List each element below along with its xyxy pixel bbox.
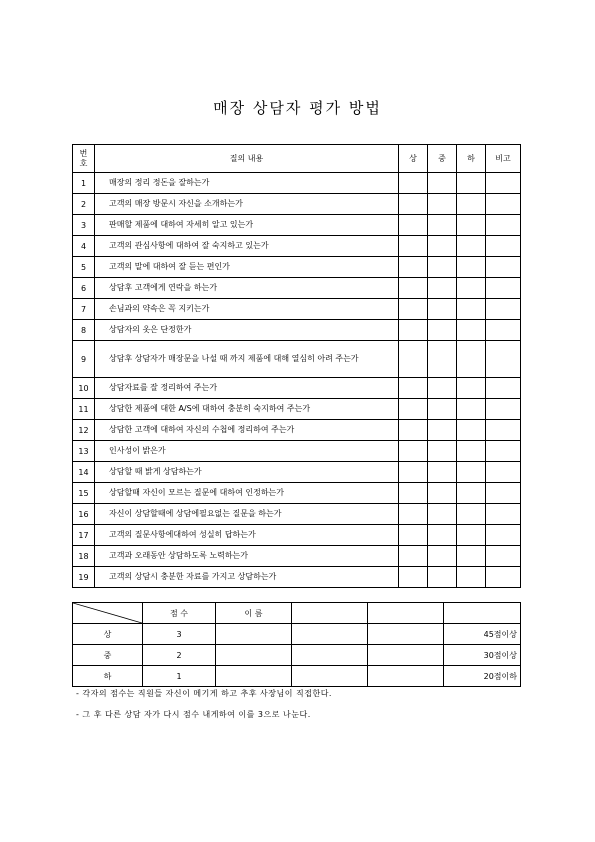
note-cell[interactable]: [486, 194, 521, 215]
note-cell[interactable]: [486, 236, 521, 257]
rating-low-cell[interactable]: [457, 278, 486, 299]
row-number: 9: [73, 341, 95, 378]
header-low: 하: [457, 145, 486, 173]
note-cell[interactable]: [486, 257, 521, 278]
question-text: 상담한 고객에 대하여 자신의 수첩에 정리하여 주는가: [95, 420, 399, 441]
empty-cell: [216, 645, 292, 666]
table-row: [73, 278, 521, 299]
question-text: 고객의 상담시 충분한 자료를 가지고 상담하는가: [95, 567, 399, 588]
rating-low-cell[interactable]: [457, 320, 486, 341]
rating-mid-cell[interactable]: [428, 278, 457, 299]
header-number: [73, 145, 95, 173]
table-row: [73, 483, 521, 504]
rating-mid-cell[interactable]: [428, 399, 457, 420]
question-text: 자신이 상담할때에 상담에필요없는 질문을 하는가: [95, 504, 399, 525]
table-row: [73, 441, 521, 462]
row-number: 12: [73, 420, 95, 441]
table-row: [73, 567, 521, 588]
question-text: 상담한 제품에 대한 A/S에 대하여 충분히 숙지하여 주는가: [95, 399, 399, 420]
empty-cell: [368, 624, 444, 645]
row-number: 10: [73, 378, 95, 399]
rating-high-cell[interactable]: [399, 215, 428, 236]
rating-high-cell[interactable]: [399, 441, 428, 462]
grade-score: 2: [143, 645, 216, 666]
question-text: 상담자료를 잘 정리하여 주는가: [95, 378, 399, 399]
note-cell[interactable]: [486, 378, 521, 399]
rating-mid-cell[interactable]: [428, 462, 457, 483]
header-high: 상: [399, 145, 428, 173]
rating-mid-cell[interactable]: [428, 546, 457, 567]
question-text: 상담후 고객에게 연락을 하는가: [95, 278, 399, 299]
grade-standard: 30점이상: [444, 645, 521, 666]
note-cell[interactable]: [486, 483, 521, 504]
header-mid: 중: [428, 145, 457, 173]
rating-mid-cell[interactable]: [428, 341, 457, 378]
table-row: [73, 236, 521, 257]
row-number: 4: [73, 236, 95, 257]
note-line: - 각자의 점수는 직원들 자신이 메기게 하고 추후 사장님이 직접한다.: [76, 689, 332, 698]
rating-mid-cell[interactable]: [428, 378, 457, 399]
rating-low-cell[interactable]: [457, 441, 486, 462]
table-row: [73, 378, 521, 399]
table-row: [73, 341, 521, 378]
empty-cell: [368, 603, 444, 624]
note-cell[interactable]: [486, 173, 521, 194]
diagonal-cell: [73, 603, 143, 624]
rating-high-cell[interactable]: [399, 546, 428, 567]
rating-high-cell[interactable]: [399, 525, 428, 546]
empty-cell: [292, 624, 368, 645]
question-text: 고객의 말에 대하여 잘 듣는 편인가: [95, 257, 399, 278]
rating-low-cell[interactable]: [457, 546, 486, 567]
rating-high-cell[interactable]: [399, 399, 428, 420]
score-header-row: [73, 603, 521, 624]
note-cell[interactable]: [486, 420, 521, 441]
rating-low-cell[interactable]: [457, 483, 486, 504]
table-row: [73, 420, 521, 441]
note-cell[interactable]: [486, 546, 521, 567]
row-number: 18: [73, 546, 95, 567]
header-note: 비고: [486, 145, 521, 173]
question-text: 고객과 오래동안 상담하도록 노력하는가: [95, 546, 399, 567]
rating-mid-cell[interactable]: [428, 320, 457, 341]
row-number: 11: [73, 399, 95, 420]
row-number: 6: [73, 278, 95, 299]
rating-high-cell[interactable]: [399, 341, 428, 378]
table-row: [73, 546, 521, 567]
row-number: 3: [73, 215, 95, 236]
table-row: [73, 173, 521, 194]
rating-low-cell[interactable]: [457, 399, 486, 420]
empty-cell: [292, 645, 368, 666]
page-title: 매장 상담자 평가 방법: [213, 99, 382, 117]
rating-low-cell[interactable]: [457, 236, 486, 257]
question-text: 고객의 질문사항에대하여 성실히 답하는가: [95, 525, 399, 546]
empty-cell: [368, 666, 444, 687]
rating-low-cell[interactable]: [457, 173, 486, 194]
grade-label: 중: [73, 645, 143, 666]
rating-low-cell[interactable]: [457, 194, 486, 215]
note-cell[interactable]: [486, 399, 521, 420]
note-cell[interactable]: [486, 299, 521, 320]
row-number: 15: [73, 483, 95, 504]
row-number: 13: [73, 441, 95, 462]
row-number: 5: [73, 257, 95, 278]
note-cell[interactable]: [486, 320, 521, 341]
rating-mid-cell[interactable]: [428, 504, 457, 525]
note-line: - 그 후 다른 상담 자가 다시 점수 내게하여 이를 3으로 나눈다.: [76, 710, 311, 719]
rating-mid-cell[interactable]: [428, 483, 457, 504]
empty-cell: [292, 666, 368, 687]
table-row: [73, 504, 521, 525]
note-cell[interactable]: [486, 278, 521, 299]
row-number: 16: [73, 504, 95, 525]
name-header-label: 이 름: [216, 603, 292, 624]
row-number: 14: [73, 462, 95, 483]
rating-low-cell[interactable]: [457, 462, 486, 483]
question-text: 판매할 제품에 대하여 자세히 알고 있는가: [95, 215, 399, 236]
note-cell[interactable]: [486, 215, 521, 236]
rating-mid-cell[interactable]: [428, 236, 457, 257]
rating-high-cell[interactable]: [399, 173, 428, 194]
rating-low-cell[interactable]: [457, 299, 486, 320]
table-row: [73, 257, 521, 278]
table-row: [73, 525, 521, 546]
table-row: [73, 399, 521, 420]
grade-score: 1: [143, 666, 216, 687]
table-row: [73, 194, 521, 215]
grade-label: 하: [73, 666, 143, 687]
rating-mid-cell[interactable]: [428, 215, 457, 236]
row-number: 7: [73, 299, 95, 320]
empty-cell: [444, 603, 521, 624]
table-row: [73, 299, 521, 320]
grade-score: 3: [143, 624, 216, 645]
rating-low-cell[interactable]: [457, 215, 486, 236]
note-cell[interactable]: [486, 462, 521, 483]
empty-cell: [292, 603, 368, 624]
note-cell[interactable]: [486, 504, 521, 525]
grade-label: 상: [73, 624, 143, 645]
score-table: [72, 602, 521, 687]
question-text: 상담후 상담자가 매장문을 나설 때 까지 제품에 대해 열심히 아려 주는가: [95, 341, 399, 378]
header-number-label: 번 호: [79, 148, 88, 168]
rating-high-cell[interactable]: [399, 320, 428, 341]
question-text: 상담할 때 밝게 상담하는가: [95, 462, 399, 483]
rating-mid-cell[interactable]: [428, 441, 457, 462]
rating-high-cell[interactable]: [399, 194, 428, 215]
row-number: 17: [73, 525, 95, 546]
row-number: 19: [73, 567, 95, 588]
question-text: 고객의 매장 방문시 자신을 소개하는가: [95, 194, 399, 215]
grade-standard: 20점이하: [444, 666, 521, 687]
rating-low-cell[interactable]: [457, 567, 486, 588]
table-row: [73, 320, 521, 341]
rating-high-cell[interactable]: [399, 299, 428, 320]
rating-high-cell[interactable]: [399, 483, 428, 504]
header-question: 질의 내용: [95, 145, 399, 173]
rating-high-cell[interactable]: [399, 504, 428, 525]
rating-low-cell[interactable]: [457, 420, 486, 441]
empty-cell: [216, 666, 292, 687]
rating-low-cell[interactable]: [457, 525, 486, 546]
rating-mid-cell[interactable]: [428, 257, 457, 278]
rating-high-cell[interactable]: [399, 420, 428, 441]
table-row: [73, 462, 521, 483]
question-text: 고객의 관심사항에 대하여 잘 숙지하고 있는가: [95, 236, 399, 257]
row-number: 1: [73, 173, 95, 194]
rating-mid-cell[interactable]: [428, 420, 457, 441]
rating-mid-cell[interactable]: [428, 299, 457, 320]
empty-cell: [368, 645, 444, 666]
question-text: 상담자의 옷은 단정한가: [95, 320, 399, 341]
question-text: 인사성이 밝은가: [95, 441, 399, 462]
note-cell[interactable]: [486, 567, 521, 588]
table-header-row: [73, 145, 521, 173]
table-row: [73, 215, 521, 236]
rating-low-cell[interactable]: [457, 378, 486, 399]
grade-standard: 45점이상: [444, 624, 521, 645]
row-number: 8: [73, 320, 95, 341]
rating-low-cell[interactable]: [457, 504, 486, 525]
rating-high-cell[interactable]: [399, 257, 428, 278]
score-header-label: 점 수: [143, 603, 216, 624]
question-text: 매장의 정리 정돈을 잘하는가: [95, 173, 399, 194]
rating-high-cell[interactable]: [399, 278, 428, 299]
row-number: 2: [73, 194, 95, 215]
rating-high-cell[interactable]: [399, 462, 428, 483]
rating-high-cell[interactable]: [399, 378, 428, 399]
question-text: 손님과의 약속은 꼭 지키는가: [95, 299, 399, 320]
rating-mid-cell[interactable]: [428, 525, 457, 546]
rating-high-cell[interactable]: [399, 567, 428, 588]
rating-low-cell[interactable]: [457, 341, 486, 378]
diagonal-line: [73, 603, 142, 623]
score-row: [73, 624, 521, 645]
note-cell[interactable]: [486, 341, 521, 378]
note-cell[interactable]: [486, 525, 521, 546]
score-row: [73, 666, 521, 687]
rating-high-cell[interactable]: [399, 236, 428, 257]
evaluation-table: [72, 144, 521, 588]
empty-cell: [216, 624, 292, 645]
note-cell[interactable]: [486, 441, 521, 462]
score-row: [73, 645, 521, 666]
rating-mid-cell[interactable]: [428, 567, 457, 588]
rating-mid-cell[interactable]: [428, 194, 457, 215]
rating-low-cell[interactable]: [457, 257, 486, 278]
question-text: 상담할때 자신이 모르는 질문에 대하여 인정하는가: [95, 483, 399, 504]
rating-mid-cell[interactable]: [428, 173, 457, 194]
